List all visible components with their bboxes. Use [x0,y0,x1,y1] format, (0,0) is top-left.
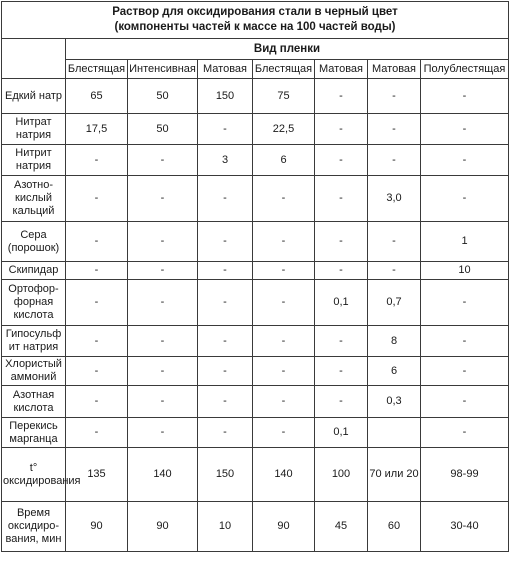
table-row [2,262,509,280]
table-cell: 6 [253,145,315,176]
table-cell: 90 [66,502,128,552]
table-cell: 30-40 [421,502,509,552]
table-cell: - [253,326,315,357]
table-cell: - [253,176,315,222]
table-cell: - [198,262,253,280]
table-cell: - [315,222,368,262]
column-header: Матовая [368,60,421,79]
table-cell: 100 [315,448,368,502]
table-cell: 90 [253,502,315,552]
table-cell: - [421,176,509,222]
table-cell: - [368,222,421,262]
table-row [2,176,509,222]
table-cell: 65 [66,79,128,114]
table-title [2,2,509,39]
column-header: Блестящая [253,60,315,79]
table-cell: - [198,176,253,222]
table-cell: 75 [253,79,315,114]
table-cell: - [315,386,368,418]
table-cell: 70 или 20 [368,448,421,502]
title-line-2: (компоненты частей к массе на 100 частей воды) [114,21,396,33]
table-cell: - [198,357,253,386]
table-cell: 150 [198,79,253,114]
table-cell: 50 [128,79,198,114]
table-row [2,280,509,326]
table-cell: 60 [368,502,421,552]
table-cell: 3,0 [368,176,421,222]
table-cell: 0,1 [315,280,368,326]
table-cell: - [198,280,253,326]
row-label: Нитрат натрия [2,114,66,145]
table-cell: - [315,262,368,280]
table-cell: - [253,386,315,418]
row-label: Нитрит натрия [2,145,66,176]
table-cell: - [128,386,198,418]
table-cell: - [198,222,253,262]
table-cell: - [315,176,368,222]
table-cell: - [128,262,198,280]
table-cell: 0,1 [315,418,368,448]
oxidation-table [1,1,509,552]
title-line-1: Раствор для оксидирования стали в черный цвет [112,6,398,18]
table-cell: - [198,418,253,448]
table-cell: - [66,262,128,280]
table-cell: - [66,326,128,357]
table-cell: - [128,145,198,176]
corner-cell [2,39,66,79]
table-cell: - [66,222,128,262]
table-row [2,448,509,502]
column-header: Блестящая [66,60,128,79]
column-header: Матовая [315,60,368,79]
table-cell: - [128,418,198,448]
table-cell: 140 [253,448,315,502]
table-cell: - [66,280,128,326]
table-cell: - [198,386,253,418]
table-cell: - [128,326,198,357]
table-cell: - [421,326,509,357]
table-cell: 150 [198,448,253,502]
table-cell: - [128,176,198,222]
table-row [2,357,509,386]
table-cell: - [253,222,315,262]
row-label: t° оксидирования [2,448,66,502]
table-row [2,222,509,262]
table-cell: 6 [368,357,421,386]
table-cell: 17,5 [66,114,128,145]
row-label: Азотно-кислый кальций [2,176,66,222]
table-row [2,386,509,418]
row-label: Едкий натр [2,79,66,114]
table-cell: - [368,114,421,145]
table-cell: 3 [198,145,253,176]
table-cell: 45 [315,502,368,552]
table-cell [368,418,421,448]
table-cell: 8 [368,326,421,357]
table-cell: 140 [128,448,198,502]
table-cell: - [66,145,128,176]
table-cell: 0,3 [368,386,421,418]
table-cell: - [421,280,509,326]
table-cell: - [253,418,315,448]
table-row [2,502,509,552]
table-row [2,114,509,145]
row-label: Гипосульф ит натрия [2,326,66,357]
table-cell: 135 [66,448,128,502]
row-label: Время оксидиро-вания, мин [2,502,66,552]
table-cell: 10 [198,502,253,552]
table-cell: - [128,280,198,326]
table-cell: - [253,262,315,280]
table-cell: - [421,357,509,386]
row-label: Ортофор-форная кислота [2,280,66,326]
table-cell: 90 [128,502,198,552]
table-cell: - [128,222,198,262]
table-cell: - [198,326,253,357]
table-cell: - [368,79,421,114]
table-cell: - [421,418,509,448]
table-cell: - [368,145,421,176]
table-row [2,418,509,448]
table-cell: - [66,357,128,386]
table-cell: - [315,114,368,145]
table-cell: 1 [421,222,509,262]
row-label: Азотная кислота [2,386,66,418]
column-header: Интенсивная [128,60,198,79]
table-cell: - [66,386,128,418]
group-header: Вид пленки [66,39,509,60]
table-row [2,326,509,357]
row-label: Перекись марганца [2,418,66,448]
table-cell: - [198,114,253,145]
table-cell: - [253,280,315,326]
table-cell: - [421,79,509,114]
table-cell: 50 [128,114,198,145]
table-cell: - [253,357,315,386]
table-cell: - [66,176,128,222]
table-row [2,79,509,114]
table-cell: - [128,357,198,386]
column-header: Матовая [198,60,253,79]
row-label: Хлористый аммоний [2,357,66,386]
row-label: Сера (порошок) [2,222,66,262]
row-label: Скипидар [2,262,66,280]
table-cell: 98-99 [421,448,509,502]
column-header: Полублестящая [421,60,509,79]
table-cell: - [421,145,509,176]
table-cell: 22,5 [253,114,315,145]
table-cell: - [421,114,509,145]
table-cell: - [315,326,368,357]
table-cell: - [66,418,128,448]
table-cell: - [368,262,421,280]
table-cell: 10 [421,262,509,280]
table-cell: 0,7 [368,280,421,326]
table-cell: - [421,386,509,418]
table-row [2,145,509,176]
table-cell: - [315,145,368,176]
table-cell: - [315,357,368,386]
table-cell: - [315,79,368,114]
